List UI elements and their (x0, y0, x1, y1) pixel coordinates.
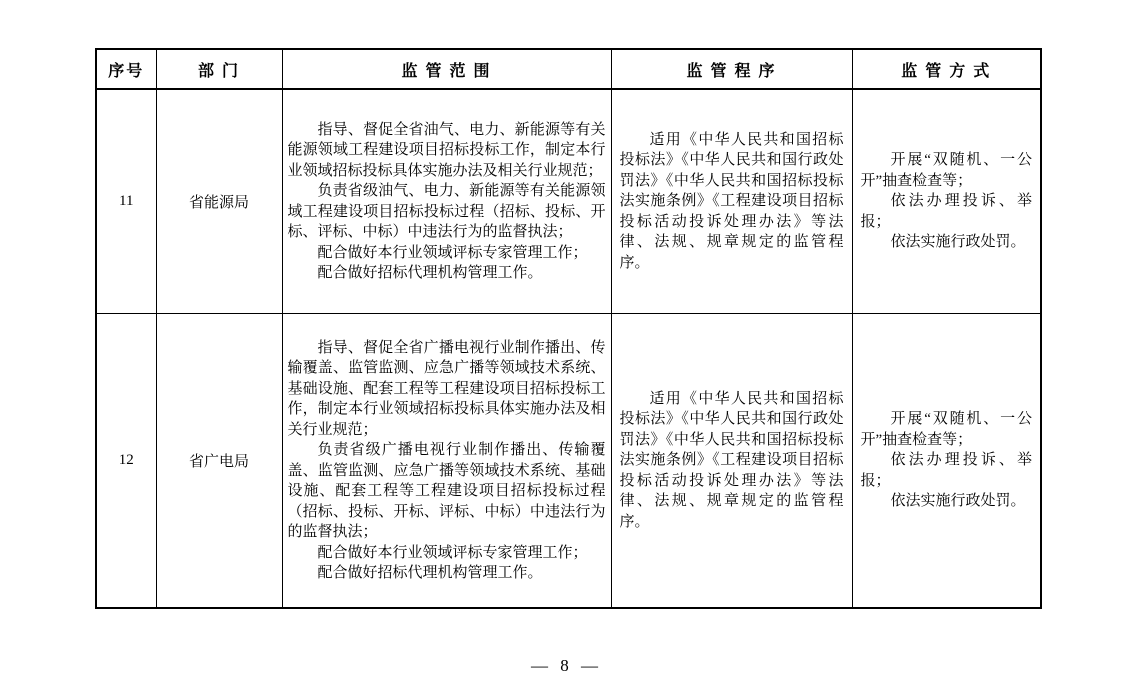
table-row (96, 314, 1041, 609)
table-header-row (96, 49, 1041, 89)
cell-scope (283, 336, 611, 586)
paragraph: 负责省级油气、电力、新能源等有关能源领域工程建设项目招标投标过程（招标、投标、开标、评标、中标）中违法行为的监督执法； (287, 183, 606, 240)
cell-method (853, 407, 1041, 514)
cell-scope (283, 118, 611, 286)
cell-department: 省广电局 (156, 314, 282, 609)
col-header-procedure: 监 管 程 序 (611, 49, 852, 89)
paragraph: 配合做好招标代理机构管理工作。 (317, 265, 543, 281)
paragraph: 负责省级广播电视行业制作播出、传输覆盖、监管监测、应急广播等领域技术系统、基础设施、配套工程等工程建设项目招标投标过程（招标、投标、开标、评标、中标）中违法行为的监督执法； (287, 442, 606, 540)
col-header-department: 部 门 (156, 49, 282, 89)
paragraph: 依法办理投诉、举报； (860, 193, 1032, 230)
paragraph: 适用《中华人民共和国招标投标法》《中华人民共和国行政处罚法》《中华人民共和国招标投标法实施条例》《工程建设项目招标投标活动投诉处理办法》等法律、法规、规章规定的监管程序。 (619, 390, 844, 530)
paragraph: 依法办理投诉、举报； (860, 452, 1032, 489)
paragraph: 依法实施行政处罚。 (890, 493, 1026, 510)
paragraph: 依法实施行政处罚。 (890, 234, 1026, 251)
col-header-scope: 监 管 范 围 (282, 49, 611, 89)
paragraph: 配合做好招标代理机构管理工作。 (317, 565, 543, 581)
col-header-no: 序号 (96, 49, 156, 89)
paragraph: 指导、督促全省广播电视行业制作播出、传输覆盖、监管监测、应急广播等领域技术系统、基础设施、配套工程等工程建设项目招标投标工作，制定本行业领域招标投标具体实施办法及相关行业规范； (287, 339, 606, 438)
paragraph: 开展“双随机、一公开”抽查检查等； (860, 152, 1032, 189)
paragraph: 配合做好本行业领域评标专家管理工作； (317, 244, 588, 261)
paragraph: 指导、督促全省油气、电力、新能源等有关能源领域工程建设项目招标投标工作，制定本行业领域招标投标具体实施办法及相关行业规范； (287, 121, 606, 179)
paragraph: 配合做好本行业领域评标专家管理工作； (317, 544, 588, 561)
paragraph: 开展“双随机、一公开”抽查检查等； (860, 411, 1032, 448)
col-header-method: 监 管 方 式 (852, 49, 1041, 89)
cell-method (853, 148, 1041, 255)
page-number: — 8 — (531, 656, 602, 675)
paragraph: 适用《中华人民共和国招标投标法》《中华人民共和国行政处罚法》《中华人民共和国招标投标法实施条例》《工程建设项目招标投标活动投诉处理办法》等法律、法规、规章规定的监管程序。 (619, 131, 844, 271)
cell-row-number: 11 (96, 89, 156, 314)
cell-procedure (612, 128, 852, 276)
cell-procedure (612, 387, 852, 535)
supervision-table (95, 48, 1042, 609)
cell-row-number: 12 (96, 314, 156, 609)
cell-department: 省能源局 (156, 89, 282, 314)
table-row (96, 89, 1041, 314)
